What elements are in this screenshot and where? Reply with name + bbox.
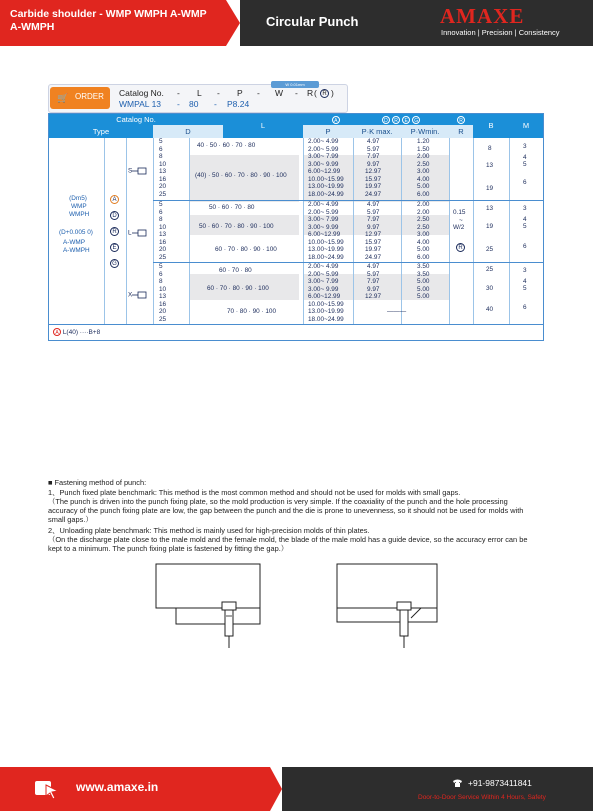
- l-value: 60 · 70 · 80 · 90 · 100: [215, 246, 277, 253]
- d-value: 5: [159, 263, 163, 270]
- p-value: 3.00~ 9.99: [308, 223, 339, 231]
- letter-a-badge: A: [332, 116, 340, 124]
- pk-value: 5.97: [367, 208, 380, 216]
- p-value: 3.00~ 7.99: [308, 153, 339, 160]
- p-value: 6.00~12.99: [308, 168, 341, 175]
- pk-value: 12.97: [365, 293, 381, 300]
- letter-r-icon: R: [110, 227, 119, 236]
- shape-s-icon: S: [128, 166, 148, 176]
- fastening-heading: ■ Fastening method of punch:: [48, 478, 147, 487]
- pkw-group-header: [303, 114, 449, 125]
- m-value: 3: [523, 267, 527, 274]
- catalog-example: WMPAL 13: [119, 99, 162, 109]
- p-value: 18.00~24.99: [308, 190, 344, 198]
- b-value: 40: [486, 306, 494, 313]
- m-value: 4: [523, 278, 527, 285]
- b-value: 25: [486, 246, 494, 253]
- pk-value: 9.97: [367, 223, 380, 231]
- d-value: 8: [159, 278, 163, 285]
- p-value: 3.00~ 7.99: [308, 216, 339, 223]
- pk-value: 19.97: [365, 246, 381, 253]
- l-value: 50 · 60 · 70 · 80: [209, 204, 255, 211]
- fastening-method-1-note: （The punch is driven into the punch fixing plate, so the mold production is very simple. If the coaxiality of the punch and the hole processing accuracy of the punch fixing plate are low, the gap between the punch and the die is prone to unevenness, so it should not be used for molds with small gaps.）: [48, 497, 524, 524]
- catalog-token-circled: R: [320, 87, 329, 98]
- fastening-method-2-note: （On the discharge plate close to the male mold and the female mold, the blade of the male mold has a guide device, so the accuracy error can be kept to a minimum. The punch fixing plate is fastened by fitting the gap.）: [48, 535, 528, 553]
- website-link[interactable]: www.amaxe.in: [76, 780, 159, 794]
- footer-dark-band: [282, 767, 593, 811]
- pw-value: 2.50: [417, 216, 430, 223]
- d-value: 6: [159, 208, 163, 216]
- d-value: 10: [159, 285, 167, 293]
- m-value: 5: [523, 223, 527, 230]
- pw-value: 2.00: [417, 201, 430, 208]
- l-value: (40) · 50 · 60 · 70 · 80 · 90 · 100: [195, 172, 287, 179]
- catalog-label: Catalog No.: [119, 88, 164, 98]
- p-value: 3.00~ 7.99: [308, 278, 339, 285]
- r-header-badge: R: [449, 114, 473, 125]
- b-header: B: [473, 114, 509, 138]
- m-value: 4: [523, 154, 527, 161]
- pw-value: 3.50: [417, 270, 430, 278]
- pk-value: 9.97: [367, 160, 380, 168]
- pk-value: 12.97: [365, 168, 381, 175]
- r-value: 0.15: [453, 209, 466, 216]
- d-value: 5: [159, 138, 163, 145]
- m-value: 5: [523, 285, 527, 292]
- pk-value: 4.97: [367, 201, 380, 208]
- pw-value: 2.50: [417, 160, 430, 168]
- b-value: 8: [488, 145, 492, 152]
- pw-value: 3.50: [417, 263, 430, 270]
- b-value: 19: [486, 185, 494, 192]
- pw-value: 6.00: [417, 253, 430, 261]
- pw-value: 6.00: [417, 190, 430, 198]
- catalog-token: ): [331, 88, 334, 98]
- r-header: R: [449, 125, 473, 138]
- example-token: P8.24: [227, 99, 250, 109]
- d-value: 20: [159, 308, 167, 315]
- d-value: 16: [159, 238, 167, 246]
- l-value: 60 · 70 · 80: [219, 267, 252, 274]
- m-value: 6: [523, 179, 527, 186]
- catalog-token: L: [197, 88, 202, 98]
- shape-x-icon: X: [128, 290, 148, 300]
- pk-value: 15.97: [365, 238, 381, 246]
- pw-value: 4.00: [417, 175, 430, 183]
- p-value: 18.00~24.99: [308, 253, 344, 261]
- p-value: 6.00~12.99: [308, 231, 341, 238]
- type-code: WMP: [71, 203, 87, 210]
- pw-value: 2.00: [417, 208, 430, 216]
- no-value-dash: ———: [387, 308, 407, 315]
- b-value: 25: [486, 266, 494, 273]
- order-button[interactable]: [50, 87, 110, 109]
- shape-l-icon: L: [128, 228, 148, 238]
- example-token: -: [214, 99, 217, 109]
- p-value: 10.00~15.99: [308, 175, 344, 183]
- pk-value: 24.97: [365, 253, 381, 261]
- d-value: 6: [159, 270, 163, 278]
- d-value: 13: [159, 231, 167, 238]
- r-value: ~: [459, 217, 463, 224]
- p-value: 10.00~15.99: [308, 300, 344, 308]
- catalog-token: P: [237, 88, 243, 98]
- catalog-header: Catalog No.: [49, 114, 223, 125]
- m-value: 6: [523, 304, 527, 311]
- l-header: L: [223, 114, 303, 138]
- d-value: 25: [159, 315, 167, 323]
- type-tolerance: (Dm5): [69, 195, 87, 202]
- pw-value: 5.00: [417, 183, 430, 190]
- b-value: 13: [486, 205, 494, 212]
- m-value: 4: [523, 216, 527, 223]
- pw-value: 5.00: [417, 293, 430, 300]
- pw-value: 5.00: [417, 278, 430, 285]
- d-value: 6: [159, 145, 163, 153]
- m-value: 3: [523, 143, 527, 150]
- catalog-token: R: [307, 88, 314, 98]
- letter-e-badge: E: [402, 116, 410, 124]
- l-value: 40 · 50 · 60 · 70 · 80: [197, 142, 256, 149]
- p-value: 13.00~19.99: [308, 308, 344, 315]
- d-value: 8: [159, 216, 163, 223]
- p-value: 13.00~19.99: [308, 183, 344, 190]
- p-value: 10.00~15.99: [308, 238, 344, 246]
- pw-value: 4.00: [417, 238, 430, 246]
- catalog-token: -: [257, 88, 260, 98]
- pk-value: 4.97: [367, 263, 380, 270]
- pk-value: 5.97: [367, 145, 380, 153]
- d-value: 13: [159, 293, 167, 300]
- p-value: 2.00~ 5.99: [308, 208, 339, 216]
- pk-value: 9.97: [367, 285, 380, 293]
- m-value: 5: [523, 161, 527, 168]
- fastening-method-2: 2、Unloading plate benchmark: This method is mainly used for high-precision molds of thin plates.: [48, 526, 370, 535]
- cart-icon: 🛒: [57, 93, 69, 103]
- l-value: 60 · 70 · 80 · 90 · 100: [207, 285, 269, 292]
- pk-value: 24.97: [365, 190, 381, 198]
- example-token: 80: [189, 99, 199, 109]
- pw-value: 2.00: [417, 153, 430, 160]
- pk-value: 7.97: [367, 278, 380, 285]
- catalog-token: W: [275, 88, 284, 98]
- d-header: D: [153, 125, 223, 138]
- pk-value: 12.97: [365, 231, 381, 238]
- page-header: [0, 0, 593, 46]
- catalog-token: -: [177, 88, 180, 98]
- p-value: 2.00~ 5.99: [308, 145, 339, 153]
- pk-value: 7.97: [367, 153, 380, 160]
- pw-value: 5.00: [417, 285, 430, 293]
- b-value: 30: [486, 285, 494, 292]
- d-value: 5: [159, 201, 163, 208]
- pk-value: 7.97: [367, 216, 380, 223]
- pk-value: 19.97: [365, 183, 381, 190]
- letter-g-icon: G: [110, 259, 119, 268]
- d-value: 25: [159, 190, 167, 198]
- service-tagline: Door-to-Door Service Within 4 Hours, Safety: [418, 794, 546, 801]
- unloading-plate-benchmark-diagram: [333, 562, 451, 652]
- d-value: 16: [159, 300, 167, 308]
- d-value: 13: [159, 168, 167, 175]
- m-value: 6: [523, 243, 527, 250]
- pw-value: 5.00: [417, 246, 430, 253]
- example-token: -: [177, 99, 180, 109]
- brand-tagline: Innovation | Precision | Consistency: [441, 28, 560, 37]
- p-value: 2.00~ 4.99: [308, 201, 339, 208]
- spec-table: [48, 113, 544, 341]
- pk-value: 5.97: [367, 270, 380, 278]
- l-value: 70 · 80 · 90 · 100: [227, 308, 277, 315]
- pk-value: 15.97: [365, 175, 381, 183]
- page-footer: [0, 767, 593, 811]
- brand-logo: AMAXE: [440, 4, 525, 28]
- b-value: 19: [486, 223, 494, 230]
- letter-a-icon: A: [110, 195, 119, 204]
- catalog-token: (: [314, 88, 317, 98]
- pw-value: 3.00: [417, 168, 430, 175]
- p-value: 18.00~24.99: [308, 315, 344, 323]
- m-header: M: [509, 114, 543, 138]
- b-value: 13: [486, 162, 494, 169]
- r-circle-icon: R: [456, 243, 465, 252]
- catalog-token: -: [217, 88, 220, 98]
- p-value: 2.00~ 5.99: [308, 270, 339, 278]
- p-value: 6.00~12.99: [308, 293, 341, 300]
- letter-r-badge: R: [392, 116, 400, 124]
- type-code: WMPH: [69, 211, 90, 218]
- p-header: P: [303, 125, 353, 138]
- letter-e-icon: E: [110, 243, 119, 252]
- pw-value: 1.50: [417, 145, 430, 153]
- product-title: Carbide shoulder - WMP WMPH A-WMP A-WMPH: [10, 8, 207, 33]
- pw-value: 3.00: [417, 231, 430, 238]
- pw-header: P·Wmin.: [401, 125, 449, 138]
- product-category: Circular Punch: [266, 14, 359, 29]
- type-code: A-WMPH: [63, 247, 90, 254]
- p-value: 2.00~ 4.99: [308, 263, 339, 270]
- p-value: 13.00~19.99: [308, 246, 344, 253]
- d-value: 16: [159, 175, 167, 183]
- pk-header: P·K max.: [353, 125, 401, 138]
- letter-d-icon: D: [110, 211, 119, 220]
- p-value: 3.00~ 9.99: [308, 160, 339, 168]
- tolerance-tag: W 0.01mm: [271, 81, 319, 88]
- type-code: A-WMP: [63, 239, 86, 246]
- letter-d-badge: D: [382, 116, 390, 124]
- d-value: 20: [159, 183, 167, 190]
- d-value: 20: [159, 246, 167, 253]
- letter-g-badge: G: [412, 116, 420, 124]
- r-value: W/2: [453, 224, 465, 231]
- punch-plate-benchmark-diagram: [152, 562, 270, 652]
- catalog-token: -: [295, 88, 298, 98]
- m-value: 3: [523, 205, 527, 212]
- fastening-method-1: 1、Punch fixed plate benchmark: This method is the most common method and should not be used for molds with small gaps.: [48, 488, 461, 497]
- order-strip: [48, 84, 348, 113]
- footnote-marker-icon: A: [53, 328, 61, 336]
- cursor-click-icon: [34, 779, 60, 799]
- phone-number[interactable]: +91-9873411841: [468, 778, 532, 788]
- p-value: 2.00~ 4.99: [308, 138, 339, 145]
- table-footnote: A L(40) ····B+8: [53, 328, 100, 337]
- pk-value: 4.97: [367, 138, 380, 145]
- d-value: 25: [159, 253, 167, 261]
- pw-value: 1.20: [417, 138, 430, 145]
- type-header: Type: [49, 125, 153, 138]
- p-value: 3.00~ 9.99: [308, 285, 339, 293]
- phone-icon: [452, 778, 463, 788]
- l-value: 50 · 60 · 70 · 80 · 90 · 100: [199, 223, 274, 230]
- pw-value: 2.50: [417, 223, 430, 231]
- d-value: 10: [159, 223, 167, 231]
- d-value: 8: [159, 153, 163, 160]
- type-tolerance: (D+0.005 0): [59, 229, 93, 236]
- d-value: 10: [159, 160, 167, 168]
- order-button-label: ORDER: [75, 92, 104, 101]
